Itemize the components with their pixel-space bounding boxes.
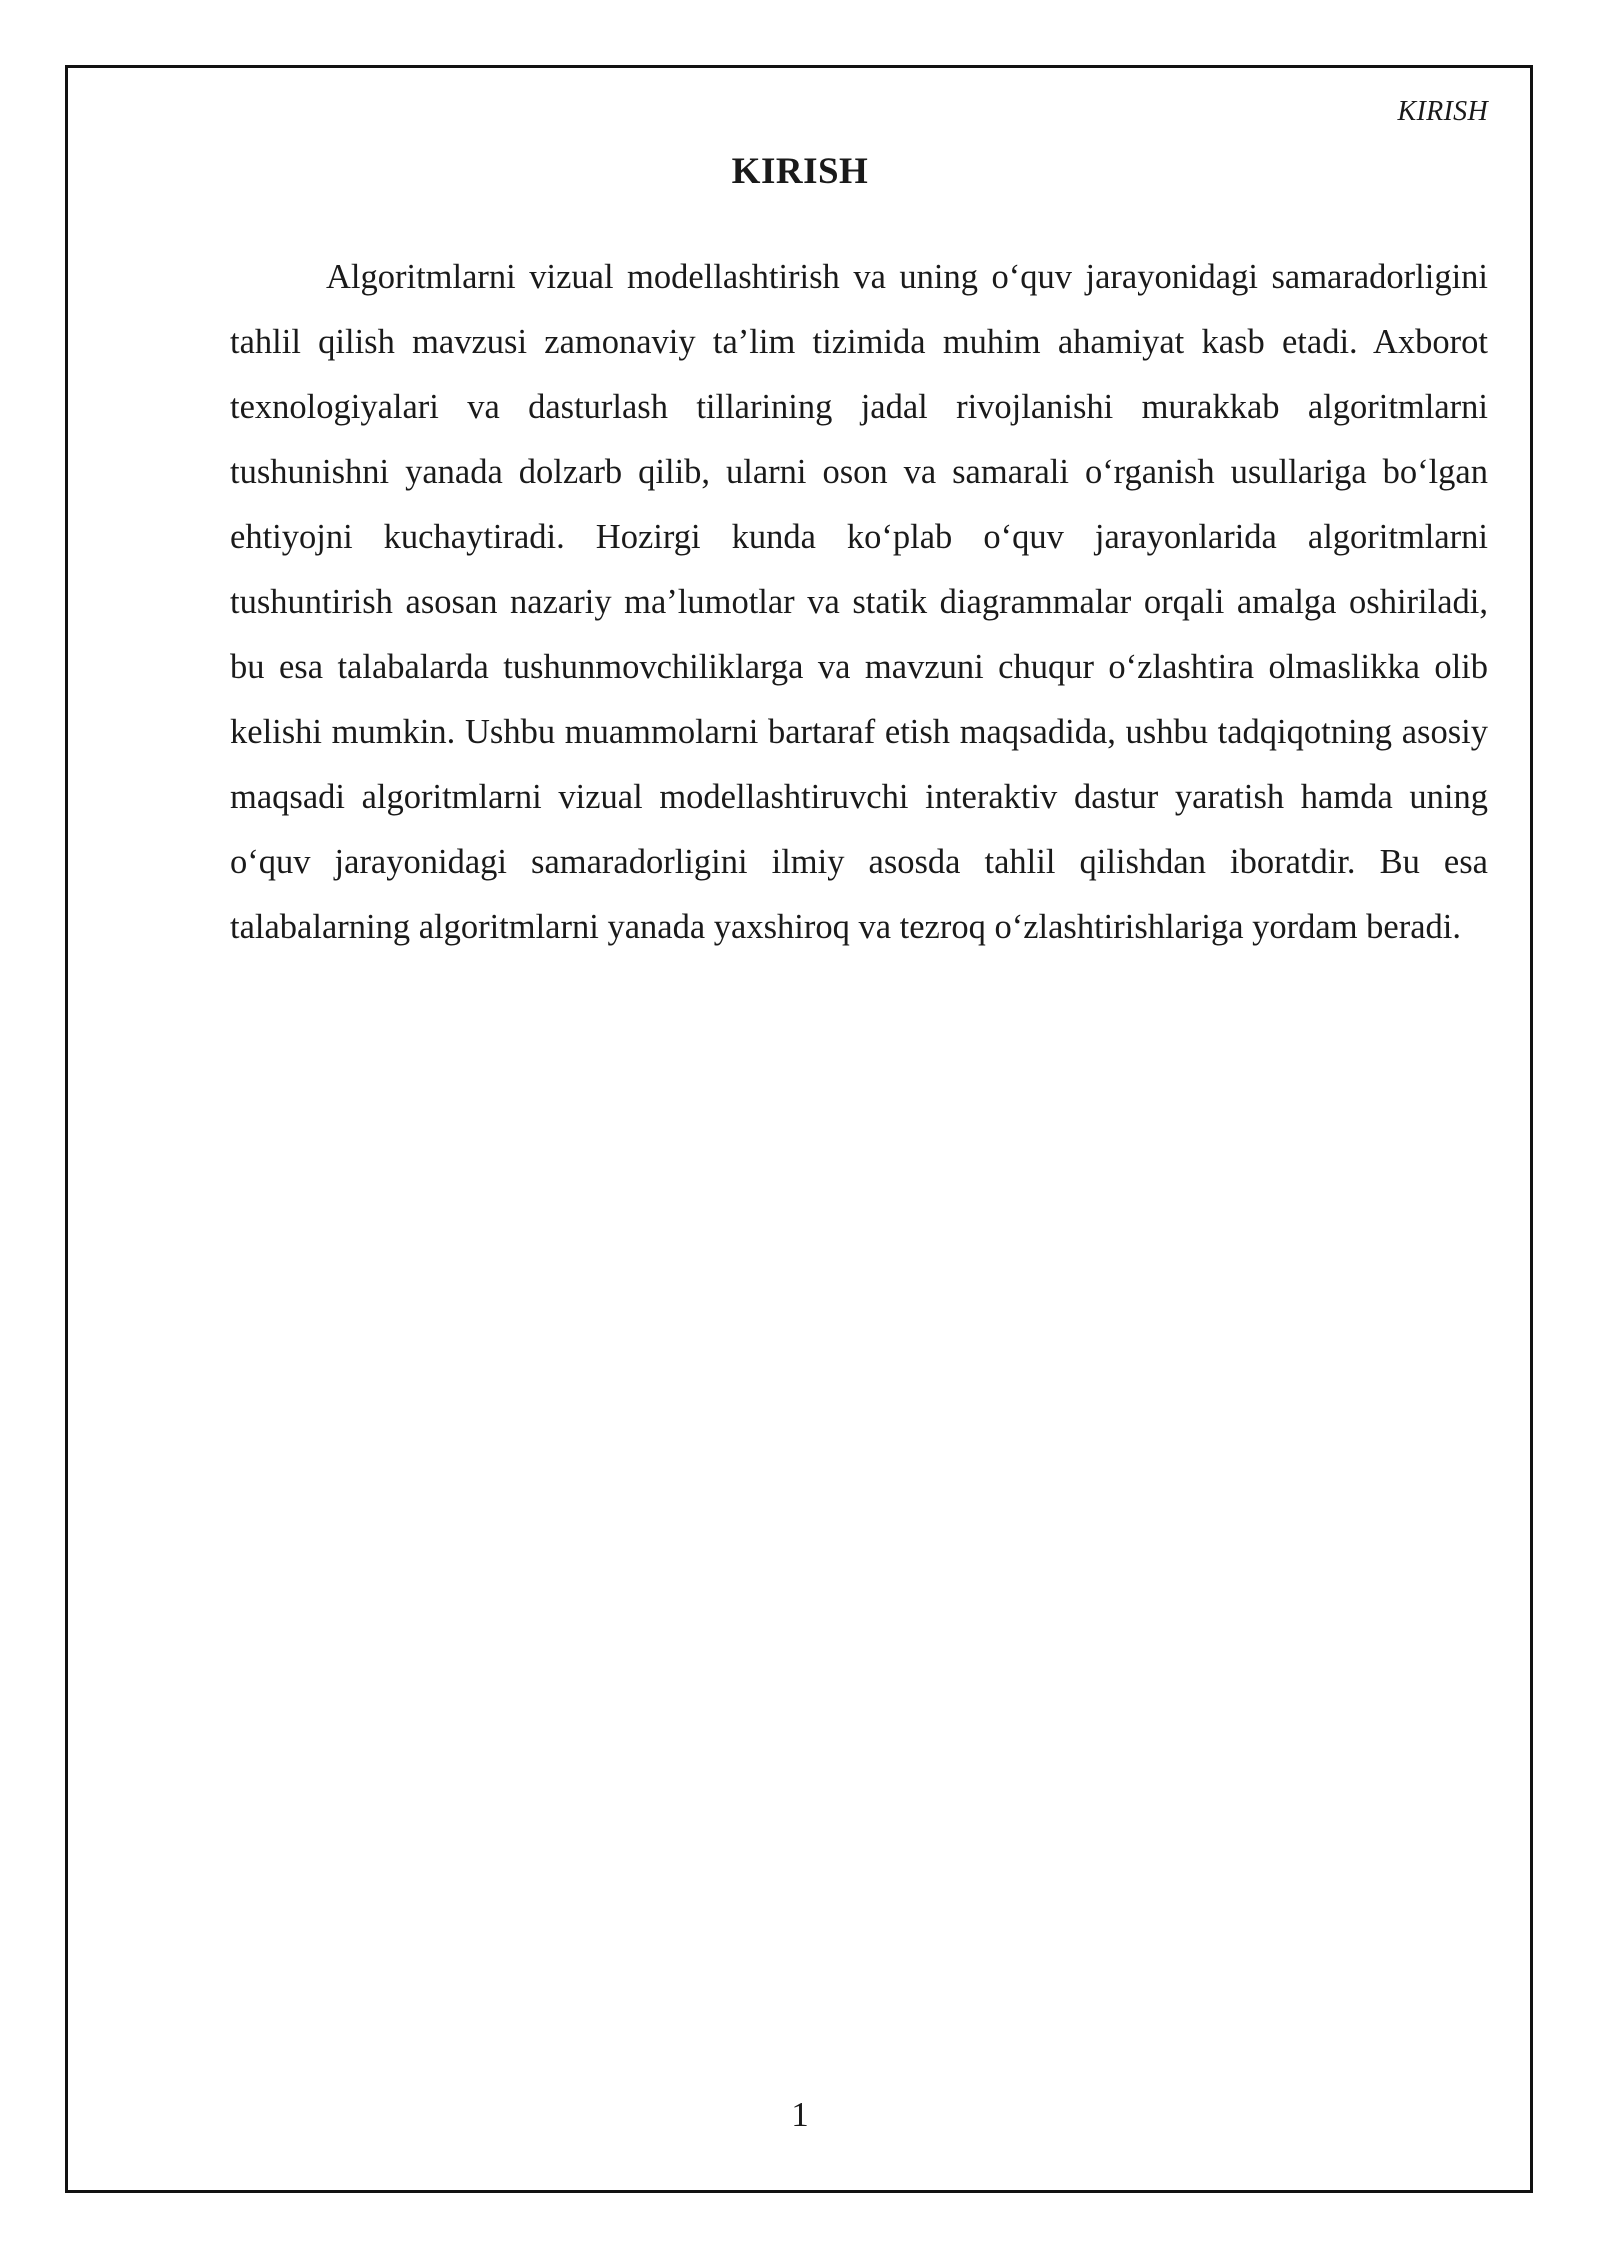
page-number: 1 — [791, 2095, 809, 2134]
body-paragraph: Algoritmlarni vizual modellashtirish va uning o‘quv jarayonidagi samaradorligini tahlil qilish mavzusi zamonaviy ta’lim tizimida muhim ahamiyat kasb etadi. Axborot texnologiyalari va dasturlash tillarining jadal rivojlanishi murakkab algoritmlarni tushunishni yanada dolzarb qilib, ularni oson va samarali o‘rganish usullariga bo‘lgan ehtiyojni kuchaytiradi. Hozirgi kunda ko‘plab o‘quv jarayonlarida algoritmlarni tushuntirish asosan nazariy ma’lumotlar va statik diagrammalar orqali amalga oshiriladi, bu esa talabalarda tushunmovchiliklarga va mavzuni chuqur o‘zlashtira olmaslikka olib kelishi mumkin. Ushbu muammolarni bartaraf etish maqsadida, ushbu tadqiqotning asosiy maqsadi algoritmlarni vizual modellashtiruvchi interaktiv dastur yaratish hamda uning o‘quv jarayonidagi samaradorligini ilmiy asosda tahlil qilishdan iboratdir. Bu esa talabalarning algoritmlarni yanada yaxshiroq va tezroq o‘zlashtirishlariga yordam beradi. — [230, 258, 1488, 946]
page-title: KIRISH — [731, 151, 869, 192]
running-header: KIRISH — [1397, 96, 1488, 127]
